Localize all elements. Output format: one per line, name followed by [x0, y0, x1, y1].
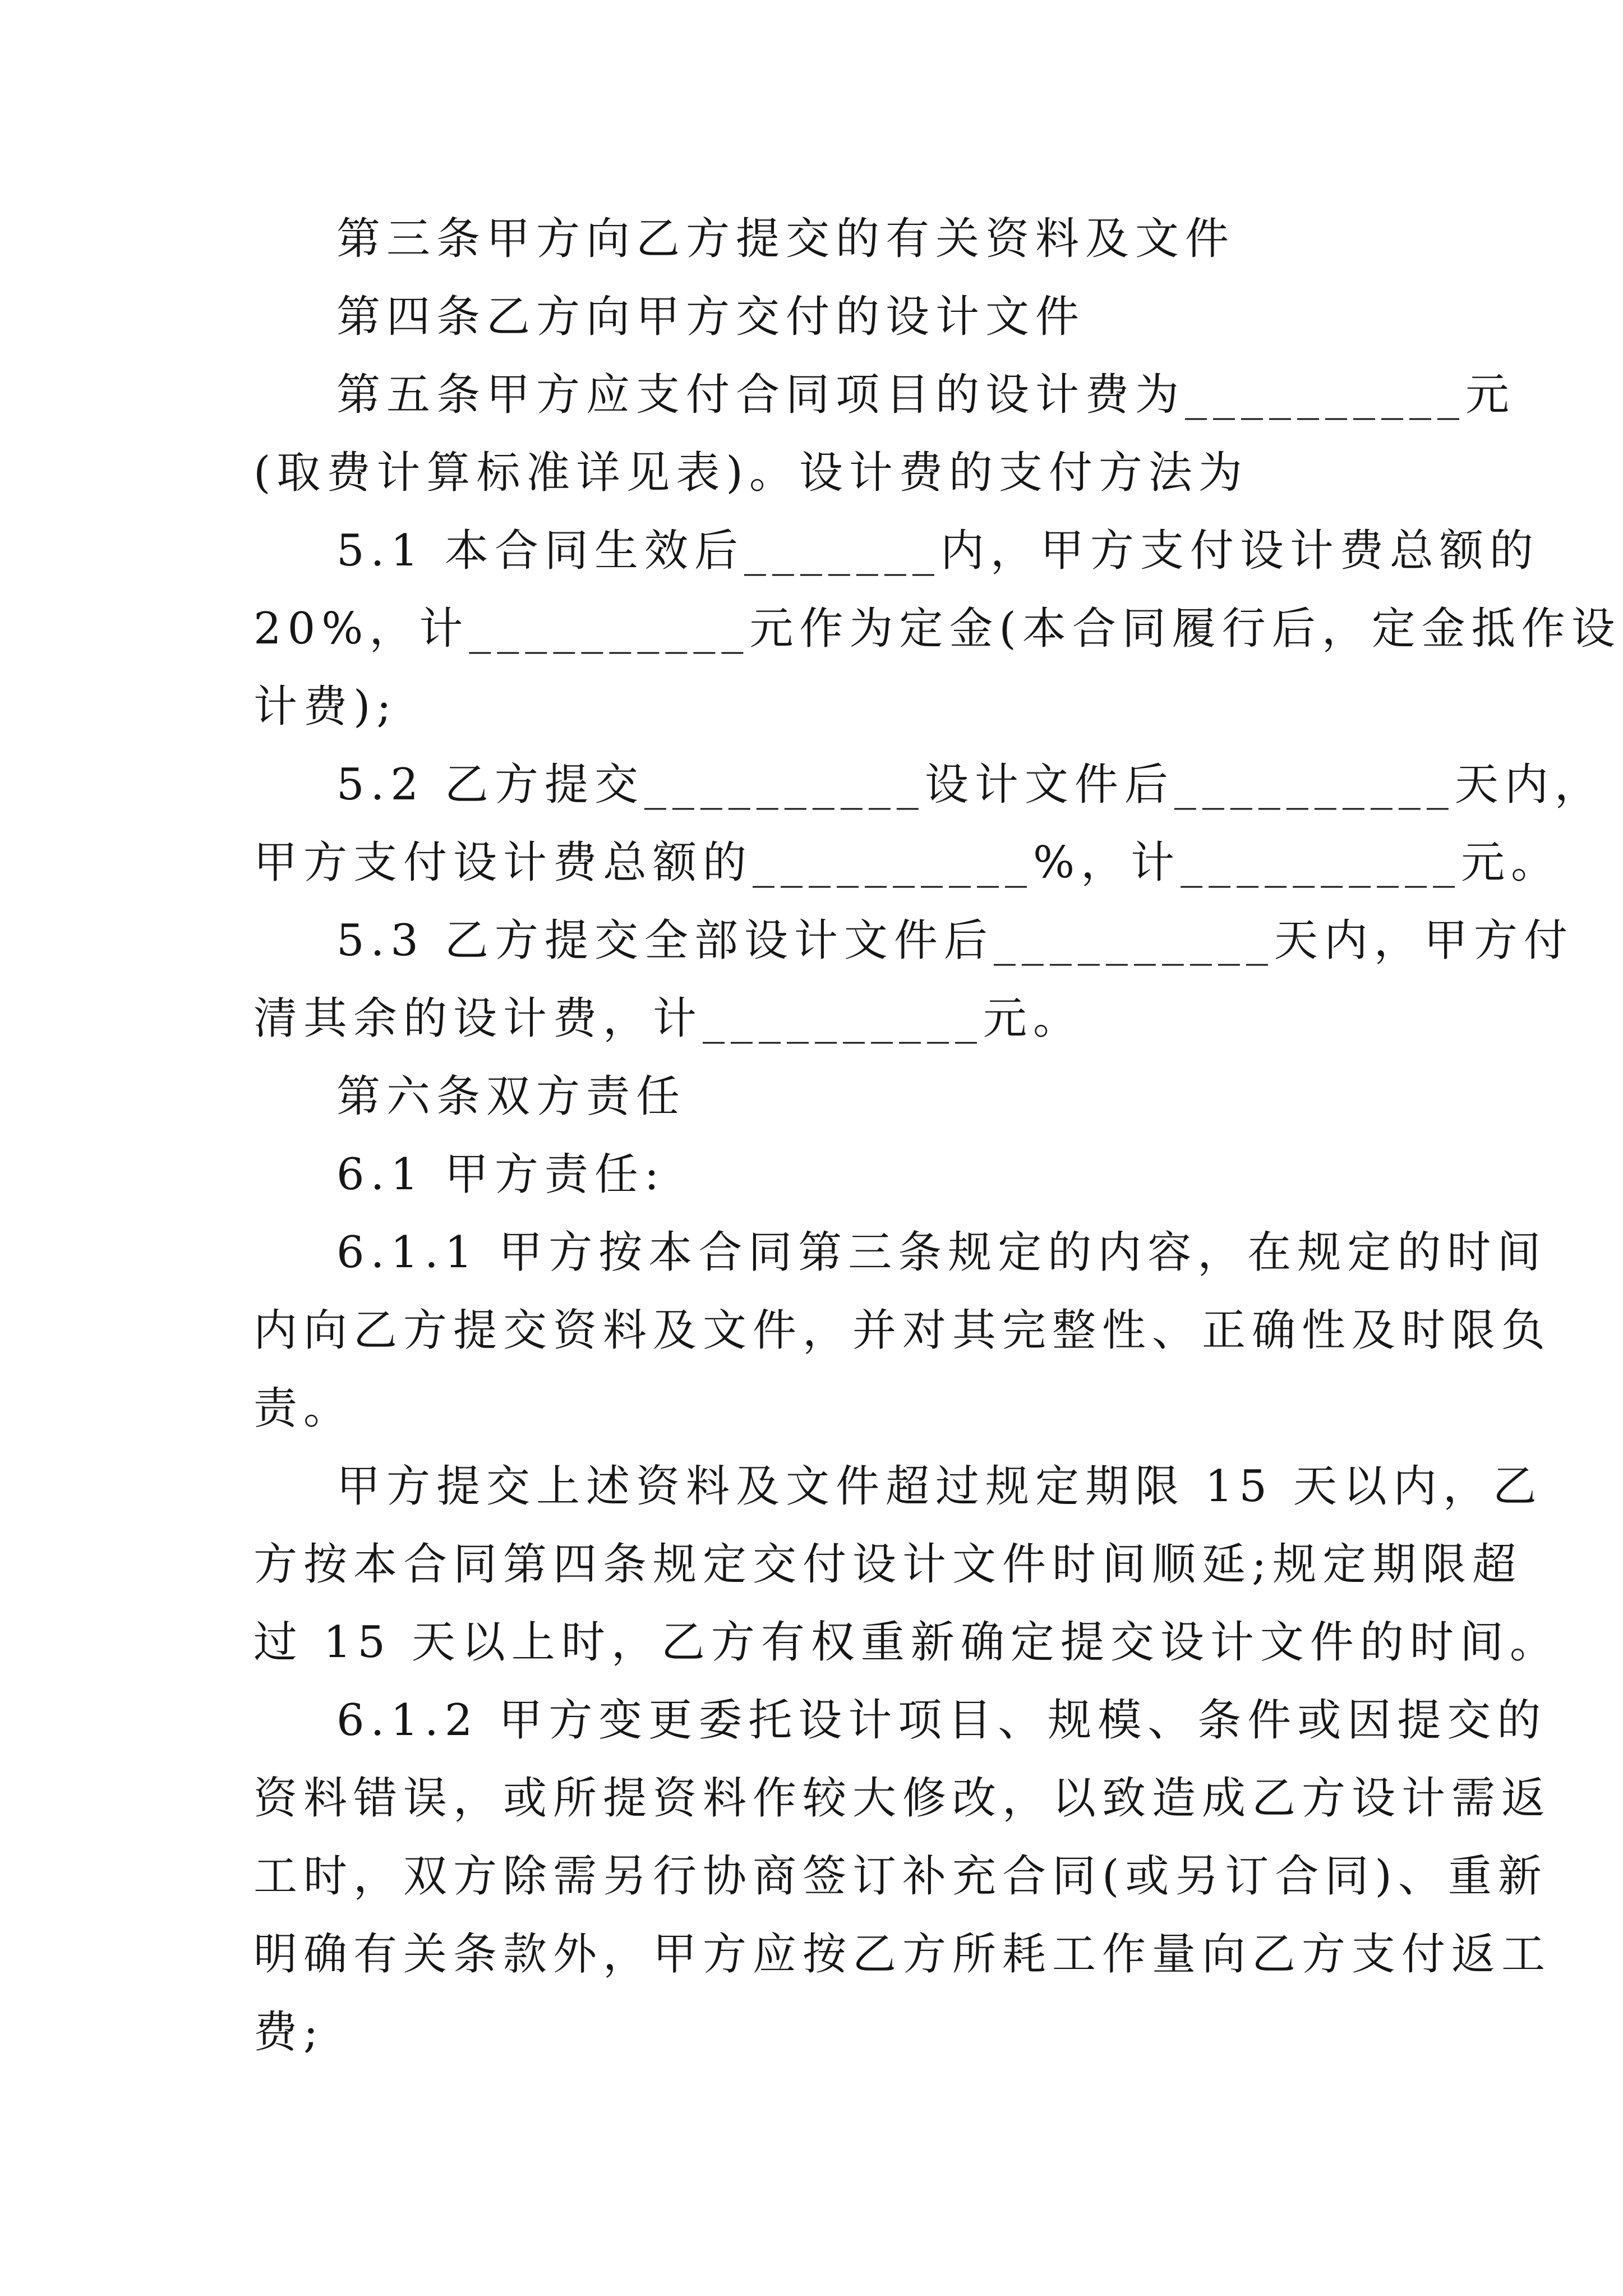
- text-line: 责。: [253, 1383, 354, 1434]
- text-line: 甲方提交上述资料及文件超过规定期限 15 天以内，乙: [336, 1461, 1543, 1512]
- text-line: 5.2 乙方提交__________设计文件后__________天内，: [336, 760, 1604, 810]
- text-line: 第三条甲方向乙方提交的有关资料及文件: [336, 214, 1235, 264]
- text-line: (取费计算标准详见表)。设计费的支付方法为: [253, 448, 1248, 498]
- text-line: 计费);: [253, 682, 398, 732]
- text-line: 6.1.2 甲方变更委托设计项目、规模、条件或因提交的: [336, 1695, 1547, 1746]
- text-line: 第五条甲方应支付合同项目的设计费为__________元: [336, 370, 1516, 420]
- text-line: 方按本合同第四条规定交付设计文件时间顺延;规定期限超: [253, 1539, 1523, 1590]
- text-line: 工时，双方除需另行协商签订补充合同(或另订合同)、重新: [253, 1851, 1548, 1902]
- text-line: 资料错误，或所提资料作较大修改，以致造成乙方设计需返: [253, 1773, 1552, 1824]
- text-line: 5.3 乙方提交全部设计文件后__________天内，甲方付: [336, 915, 1574, 966]
- text-line: 6.1 甲方责任:: [336, 1149, 666, 1200]
- text-line: 第四条乙方向甲方交付的设计文件: [336, 292, 1086, 342]
- text-line: 6.1.1 甲方按本合同第三条规定的内容，在规定的时间: [336, 1227, 1547, 1278]
- text-line: 甲方支付设计费总额的__________%，计__________元。: [253, 838, 1561, 888]
- text-line: 过 15 天以上时，乙方有权重新确定提交设计文件的时间。: [253, 1617, 1560, 1668]
- text-line: 5.1 本合同生效后_______内，甲方支付设计费总额的: [336, 526, 1539, 576]
- text-line: 20%，计__________元作为定金(本合同履行后，定金抵作设: [253, 604, 1621, 654]
- text-line: 内向乙方提交资料及文件，并对其完整性、正确性及时限负: [253, 1305, 1552, 1356]
- text-line: 清其余的设计费，计__________元。: [253, 993, 1083, 1044]
- text-line: 第六条双方责任: [336, 1071, 686, 1122]
- text-line: 费;: [253, 2007, 325, 2058]
- text-line: 明确有关条款外，甲方应按乙方所耗工作量向乙方支付返工: [253, 1929, 1552, 1980]
